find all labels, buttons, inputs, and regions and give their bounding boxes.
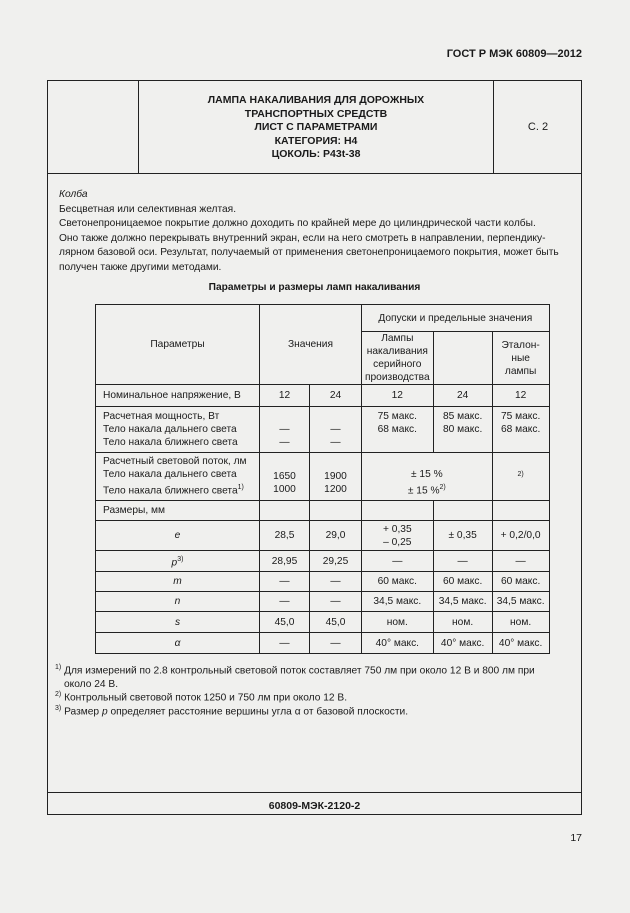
coating-line-3: лярном базовой оси. Результат, получаемый от применения светонепроницаемого покрытия, может быть — [59, 247, 559, 258]
header-tolerances: Допуски и предельные значения — [362, 305, 550, 332]
sheet-frame — [47, 80, 582, 815]
table-header-row — [96, 305, 550, 332]
page-number: 17 — [570, 832, 582, 844]
table-row: α — — 40° макс. 40° макс. 40° макс. — [96, 633, 550, 654]
parameters-table — [95, 304, 550, 654]
table-row: $p^{3)}$ 28,95 29,25 — — — — [96, 551, 550, 572]
footnote-3: $^{3)}$ Размер p определяет расстояние вершины угла α от базовой плоскости. — [55, 705, 409, 718]
coating-line-1: Светонепроницаемое покрытие должно доходить по крайней мере до цилиндрической части колбы. — [59, 218, 536, 229]
table-row: n — — 34,5 макс. 34,5 макс. 34,5 макс. — [96, 592, 550, 612]
table-title: Параметры и размеры ламп накаливания — [208, 282, 421, 293]
bulb-description — [59, 188, 579, 275]
table-row: s 45,0 45,0 ном. ном. ном. — [96, 612, 550, 633]
table-row: Расчетный световой поток, лм Тело накала дальнего света Тело накала ближнего света$^{1)}$ 1650 1000 1900 1200 ± 15 % ± 15 %$^{2)}$ $^{2)}$ — [96, 453, 550, 501]
table-row: e 28,5 29,0 + 0,35 – 0,25 ± 0,35 + 0,2/0,0 — [96, 521, 550, 551]
footer-divider — [48, 792, 581, 793]
bulb-heading: Колба — [59, 189, 88, 200]
table-row: m — — 60 макс. 60 макс. 60 макс. — [96, 572, 550, 592]
table-row: Номинальное напряжение, В 12 24 12 24 12 — [96, 385, 550, 407]
coating-line-4: получен также другими методами. — [59, 261, 222, 273]
coating-line-2: Оно также должно перекрывать внутренний экран, если на него смотреть в направлении, перпендику- — [59, 232, 546, 244]
table-row: Расчетная мощность, Вт Тело накала дальнего света Тело накала ближнего света — — — — 75 макс. 68 макс. 85 макс. 80 макс. 75 макс. 68 макс. — [96, 407, 550, 453]
header-values: Значения — [260, 305, 362, 385]
header-params: Параметры — [96, 305, 260, 385]
sheet-title: ЛАМПА НАКАЛИВАНИЯ ДЛЯ ДОРОЖНЫХ ТРАНСПОРТНЫХ СРЕДСТВ ЛИСТ С ПАРАМЕТРАМИ КАТЕГОРИЯ: Н4 ЦОКОЛЬ: P43t-38 — [207, 94, 425, 160]
standard-number: ГОСТ Р МЭК 60809—2012 — [446, 48, 582, 60]
header-left-cell — [48, 81, 139, 173]
header-reference: Эталон- ные лампы — [492, 332, 549, 385]
footnote-1: $^{1)}$ Для измерений по 2.8 контрольный световой поток составляет 750 лм при около 12 В и 800 лм при около 24 В. — [55, 664, 535, 690]
header-serial: Лампы накаливания серийного производства — [362, 332, 434, 385]
footnote-2: $^{2)}$ Контрольный световой поток 1250 и 750 лм при около 12 В. — [55, 691, 348, 704]
sheet-number: 60809-МЭК-2120-2 — [268, 800, 361, 812]
sheet-header — [48, 81, 581, 174]
table-row: Размеры, мм — [96, 501, 550, 521]
bulb-color-text: Бесцветная или селективная желтая. — [59, 203, 237, 215]
page-reference: С. 2 — [493, 81, 582, 173]
